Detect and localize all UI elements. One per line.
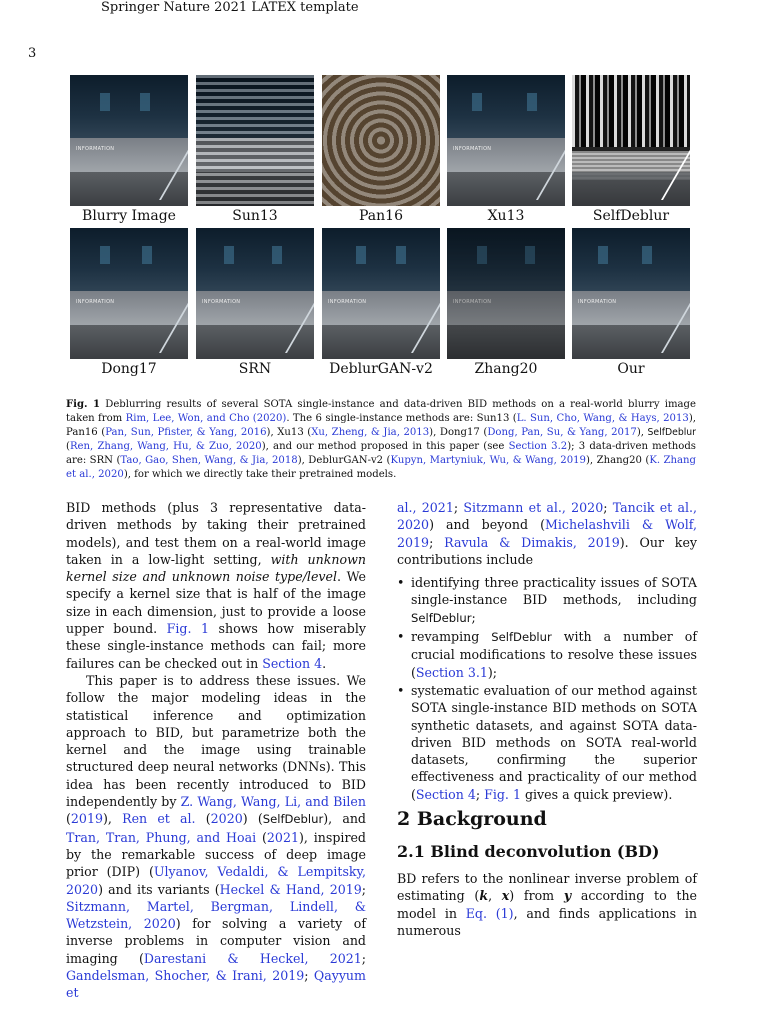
panel-image: [572, 75, 690, 206]
citation-link[interactable]: Kupyn, Martyniuk, Wu, & Wang, 2019: [390, 455, 586, 466]
paragraph: BID methods (plus 3 representative data-driven methods by taking their pretrained models), and test them on a real-world image taken in a low-light setting, with unknown kernel size and unknown noise type/level. We specify a kernel size that is half of the image size in each dimension, just to provide a loose upper bound. Fig. 1 shows how miserably these single-instance methods can fail; more failures can be checked out in Section 4.: [66, 500, 366, 671]
citation-link[interactable]: Rim, Lee, Won, and Cho (2020): [125, 413, 287, 424]
citation-link[interactable]: Darestani & Heckel, 2021: [143, 950, 362, 966]
paragraph: This paper is to address these issues. We follow the major modeling ideas in the statistical inference and optimization approach to BID, but parametrize both the kernel and the image using trainable structured deep neural networks (DNNs). This idea has been recently introduced to BID independently by Z. Wang, Wang, Li, and Bilen (2019), Ren et al. (2020) (SelfDeblur), and Tran, Tran, Phung, and Hoai (2021), inspired by the remarkable success of deep image prior (DIP) (Ulyanov, Vedaldi, & Lempitsky, 2020) and its variants (Heckel & Hand, 2019; Sitzmann, Martel, Bergman, Lindell, & Wetzstein, 2020) for solving a variety of inverse problems in computer vision and imaging (Darestani & Heckel, 2021; Gandelsman, Shocher, & Irani, 2019; Qayyum et: [66, 672, 366, 1001]
panel-sun13: [196, 75, 316, 224]
panel-selfdeblur: [572, 75, 692, 224]
citation-link[interactable]: Pan, Sun, Pfister, & Yang, 2016: [105, 427, 267, 438]
panel-label: SRN: [238, 361, 272, 377]
panel-image: [322, 75, 440, 206]
citation-link[interactable]: 2021: [266, 829, 299, 845]
citation-link[interactable]: Heckel & Hand, 2019: [219, 881, 362, 897]
citation-link[interactable]: Sitzmann et al., 2020: [463, 500, 604, 515]
citation-link[interactable]: L. Sun, Cho, Wang, & Hays, 2013: [516, 413, 689, 424]
citation-link[interactable]: al., 2021: [397, 500, 454, 515]
left-column: [66, 499, 366, 1002]
panel-image: INFORMATION: [196, 228, 314, 359]
panel-zhang20: [447, 228, 567, 377]
citation-link[interactable]: 2019: [70, 811, 103, 827]
figure-caption: Fig. 1 Deblurring results of several SOTA single-instance and data-driven BID methods on a real-world blurry image taken from Rim, Lee, Won, and Cho (2020). The 6 single-instance methods are: Sun13 (L. Sun, Cho, Wang, & Hays, 2013), Pan16 (Pan, Sun, Pfister, & Yang, 2016), Xu13 (Xu, Zheng, & Jia, 2013), Dong17 (Dong, Pan, Su, & Yang, 2017), SelfDeblur (Ren, Zhang, Wang, Hu, & Zuo, 2020), and our method proposed in this paper (see Section 3.2); 3 data-driven methods are: SRN (Tao, Gao, Shen, Wang, & Jia, 2018), DeblurGAN-v2 (Kupyn, Martyniuk, Wu, & Wang, 2019), Zhang20 (K. Zhang et al., 2020), for which we directly take their pretrained models.: [66, 399, 697, 480]
panel-blurry-image: [70, 75, 190, 224]
panel-label: DeblurGAN-v2: [329, 361, 433, 377]
citation-link[interactable]: Ravula & Dimakis, 2019: [444, 534, 620, 550]
panel-image: INFORMATION: [70, 75, 188, 206]
panel-image: [196, 75, 314, 206]
page-number: 3: [28, 46, 37, 61]
panel-image: INFORMATION: [447, 228, 565, 359]
equation-link[interactable]: Eq. (1): [465, 905, 514, 921]
section-link[interactable]: Section 4: [415, 786, 476, 802]
citation-link[interactable]: Ulyanov, Vedaldi, & Lempitsky, 2020: [66, 864, 366, 897]
panel-image: INFORMATION: [572, 228, 690, 359]
citation-link[interactable]: Michelashvili & Wolf, 2019: [397, 517, 697, 550]
citation-link[interactable]: Z. Wang, Wang, Li, and Bilen: [180, 794, 366, 810]
panel-label: Pan16: [359, 208, 403, 224]
panel-label: SelfDeblur: [592, 208, 670, 224]
panel-xu13: [447, 75, 567, 224]
panel-srn: [196, 228, 316, 377]
subsection-heading: 2.1 Blind deconvolution (BD): [397, 842, 660, 861]
panel-label: Xu13: [487, 208, 525, 224]
list-item: • identifying three practicality issues of SOTA single-instance BID methods, including SelfDeblur;: [397, 574, 697, 627]
section-heading: 2 Background: [397, 808, 547, 830]
citation-link[interactable]: Tancik et al., 2020: [397, 500, 698, 533]
section-link[interactable]: Section 4: [262, 655, 323, 671]
section-link[interactable]: Section 3.2: [508, 441, 568, 452]
panel-pan16: [322, 75, 442, 224]
citation-link[interactable]: Tao, Gao, Shen, Wang, & Jia, 2018: [120, 455, 298, 466]
paragraph: BD refers to the nonlinear inverse problem of estimating (k, x) from y according to the model in Eq. (1), and finds applications in numerous: [397, 871, 698, 938]
figure-link[interactable]: Fig. 1: [166, 621, 209, 637]
panel-deblurgan-v2: [322, 228, 442, 377]
citation-link[interactable]: K. Zhang et al., 2020: [66, 455, 697, 480]
panel-our: [572, 228, 692, 377]
right-column: [397, 499, 697, 804]
citation-link[interactable]: Sitzmann, Martel, Bergman, Lindell, & Wetzstein, 2020: [66, 898, 366, 932]
citation-link[interactable]: Xu, Zheng, & Jia, 2013: [311, 427, 430, 438]
citation-link[interactable]: Qayyum et: [66, 968, 366, 1001]
panel-image: INFORMATION: [447, 75, 565, 206]
paragraph: al., 2021; Sitzmann et al., 2020; Tancik et al., 2020) and beyond (Michelashvili & Wolf, 2019; Ravula & Dimakis, 2019). Our key contributions include: [397, 500, 698, 567]
panel-image: INFORMATION: [70, 228, 188, 359]
panel-label: Our: [617, 361, 645, 377]
panel-label: Blurry Image: [82, 208, 176, 224]
citation-link[interactable]: Ren et al.: [122, 811, 196, 827]
list-item: • revamping SelfDeblur with a number of crucial modifications to resolve these issues (Section 3.1);: [397, 628, 697, 681]
running-header: Springer Nature 2021 LATEX template: [101, 0, 359, 15]
contributions-list: [397, 574, 697, 803]
citation-link[interactable]: Gandelsman, Shocher, & Irani, 2019: [66, 968, 305, 984]
section-link[interactable]: Section 3.1: [415, 664, 488, 680]
citation-link[interactable]: Dong, Pan, Su, & Yang, 2017: [487, 427, 637, 438]
figure-row-1: [70, 75, 692, 225]
panel-label: Zhang20: [474, 361, 538, 377]
panel-label: Sun13: [232, 208, 278, 224]
caption-label: Fig. 1: [66, 399, 101, 410]
citation-link[interactable]: 2020: [210, 811, 243, 827]
citation-link[interactable]: Ren, Zhang, Wang, Hu, & Zuo, 2020: [69, 441, 262, 452]
figure-link[interactable]: Fig. 1: [484, 786, 521, 802]
list-item: • systematic evaluation of our method against SOTA single-instance BID methods on SOTA synthetic datasets, and against SOTA data-driven BID methods on SOTA real-world datasets, confirming the superior effectiveness and practicality of our method (Section 4; Fig. 1 gives a quick preview).: [397, 682, 697, 803]
panel-label: Dong17: [101, 361, 157, 377]
citation-link[interactable]: Tran, Tran, Phung, and Hoai: [66, 829, 257, 845]
figure-row-2: [70, 228, 692, 378]
panel-image: INFORMATION: [322, 228, 440, 359]
panel-dong17: [70, 228, 190, 377]
